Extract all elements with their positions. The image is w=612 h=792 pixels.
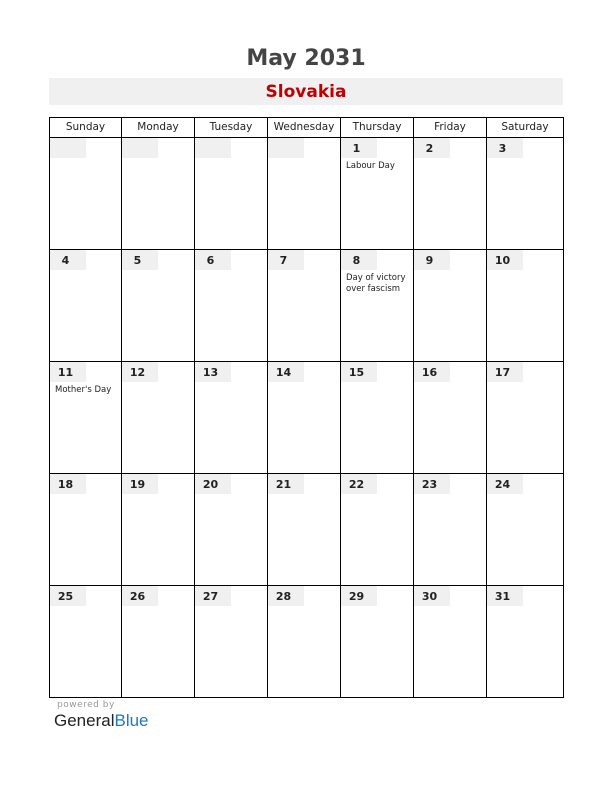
weekday-header: Friday [414,118,487,138]
day-cell[interactable] [50,138,122,250]
day-cell[interactable] [414,362,487,474]
powered-by-text: powered by [57,700,115,710]
day-number: 29 [341,586,377,606]
day-cell[interactable] [50,362,122,474]
generalblue-logo[interactable] [54,711,149,731]
day-cell[interactable] [487,474,564,586]
day-number: 10 [487,250,523,270]
week-row [50,138,564,250]
day-cell[interactable] [195,138,268,250]
day-number: 12 [122,362,158,382]
day-cell[interactable] [195,362,268,474]
day-cell[interactable] [122,474,195,586]
day-number: 24 [487,474,523,494]
week-row [50,474,564,586]
calendar-grid [49,117,564,698]
day-cell[interactable] [341,138,414,250]
day-number [122,138,158,158]
day-cell[interactable] [268,362,341,474]
day-number: 5 [122,250,158,270]
weekday-header: Wednesday [268,118,341,138]
day-cell[interactable] [122,586,195,698]
day-cell[interactable] [341,362,414,474]
day-cell[interactable] [122,138,195,250]
day-cell[interactable] [50,586,122,698]
weekday-header: Monday [122,118,195,138]
day-cell[interactable] [414,586,487,698]
week-row [50,362,564,474]
day-number: 17 [487,362,523,382]
day-cell[interactable] [268,586,341,698]
day-cell[interactable] [195,474,268,586]
day-cell[interactable] [122,362,195,474]
day-number [268,138,304,158]
day-cell[interactable] [268,250,341,362]
day-cell[interactable] [341,474,414,586]
day-number: 31 [487,586,523,606]
day-number: 4 [50,250,86,270]
holiday-label: Day of victory over fascism [346,273,406,294]
day-number: 3 [487,138,523,158]
day-cell[interactable] [268,138,341,250]
day-number: 6 [195,250,231,270]
logo-blue: Blue [114,711,149,730]
day-number: 20 [195,474,231,494]
day-cell[interactable] [414,138,487,250]
day-number: 25 [50,586,86,606]
day-cell[interactable] [414,474,487,586]
weekday-header: Tuesday [195,118,268,138]
day-number [195,138,231,158]
day-number: 2 [414,138,450,158]
day-number: 18 [50,474,86,494]
day-number: 28 [268,586,304,606]
day-number [50,138,86,158]
week-row [50,586,564,698]
day-number: 14 [268,362,304,382]
day-cell[interactable] [50,474,122,586]
weekday-header: Saturday [487,118,564,138]
day-cell[interactable] [414,250,487,362]
day-number: 21 [268,474,304,494]
day-number: 23 [414,474,450,494]
day-cell[interactable] [268,474,341,586]
day-number: 8 [341,250,377,270]
day-cell[interactable] [487,586,564,698]
weekday-header: Thursday [341,118,414,138]
day-number: 15 [341,362,377,382]
day-number: 26 [122,586,158,606]
weekday-header: Sunday [50,118,122,138]
day-cell[interactable] [195,250,268,362]
holiday-label: Labour Day [346,161,395,171]
day-number: 16 [414,362,450,382]
day-number: 30 [414,586,450,606]
day-cell[interactable] [195,586,268,698]
logo-general: General [54,711,115,730]
day-cell[interactable] [50,250,122,362]
day-number: 27 [195,586,231,606]
day-number: 13 [195,362,231,382]
day-number: 7 [268,250,304,270]
day-cell[interactable] [487,362,564,474]
day-cell[interactable] [487,250,564,362]
day-number: 1 [341,138,377,158]
day-number: 11 [50,362,86,382]
day-cell[interactable] [122,250,195,362]
day-cell[interactable] [487,138,564,250]
day-number: 9 [414,250,450,270]
holiday-label: Mother's Day [55,385,112,395]
day-cell[interactable] [341,250,414,362]
weekday-header-row [50,118,564,138]
day-number: 19 [122,474,158,494]
country-banner: Slovakia [49,78,563,105]
week-row [50,250,564,362]
day-number: 22 [341,474,377,494]
day-cell[interactable] [341,586,414,698]
page-title: May 2031 [246,46,366,71]
